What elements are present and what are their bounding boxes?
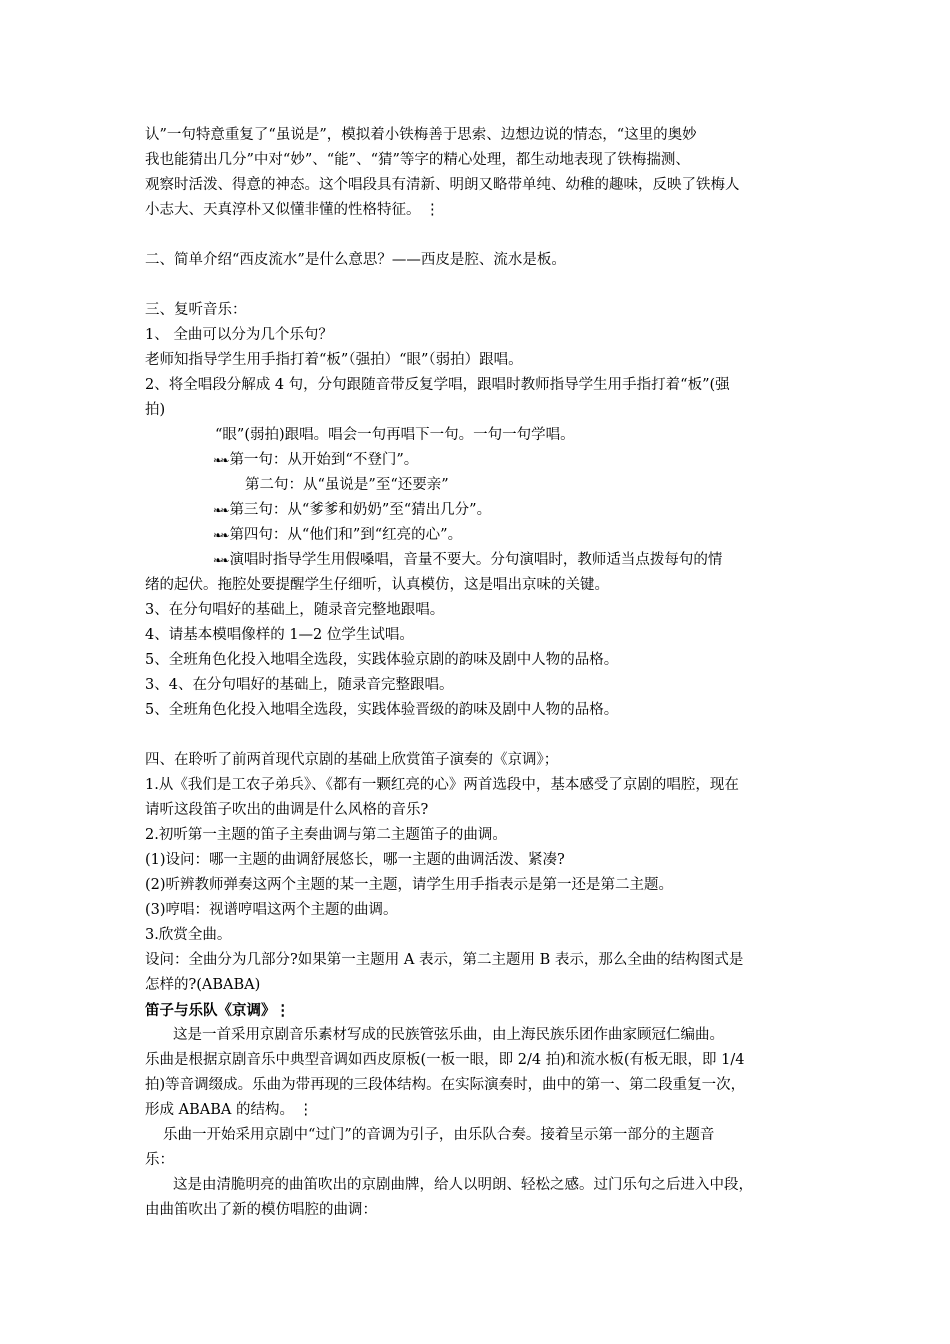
document-body [145, 123, 810, 1223]
section-4-question-cont: 怎样的?(ABABA) [145, 977, 261, 993]
sentence-5-text: 演唱时指导学生用假嗓唱，音量不要大。分句演唱时，教师适当点拨每句的情 [229, 552, 723, 568]
fleuron-bullet-icon: ❧❧ [213, 529, 228, 542]
sentence-2: 第二句：从“虽说是”至“还要亲” [245, 477, 449, 493]
section-4-point-1-cont: 请听这段笛子吹出的曲调是什么风格的音乐? [145, 802, 429, 818]
intro-line: 我也能猜出几分”中对“妙”、“能”、“猜”等字的精心处理，都生动地表现了铁梅揣测、 [145, 152, 690, 168]
paragraph-line: 乐： [145, 1152, 174, 1168]
paragraph-line: 由曲笛吹出了新的模仿唱腔的曲调： [145, 1202, 377, 1218]
paragraph-line: 这是一首采用京剧音乐素材写成的民族管弦乐曲，由上海民族乐团作曲家顾冠仁编曲。 [173, 1027, 724, 1043]
list-item: 5、全班角色化投入地唱全选段，实践体验京剧的韵味及剧中人物的品格。 [145, 652, 619, 668]
list-item: 4、请基本模唱像样的 1—2 位学生试唱。 [145, 627, 414, 643]
paragraph-line: 乐曲是根据京剧音乐中典型音调如西皮原板(一板一眼，即 2/4 拍)和流水板(有板无眼，即 1/4 [145, 1052, 745, 1068]
fleuron-bullet-icon: ❧❧ [213, 504, 228, 517]
section-4-point-2: 2.初听第一主题的笛子主奏曲调与第二主题笛子的曲调。 [145, 827, 507, 843]
list-item: 5、全班角色化投入地唱全选段，实践体验晋级的韵味及剧中人物的品格。 [145, 702, 619, 718]
fleuron-bullet-icon: ❧❧ [213, 554, 228, 567]
section-3-question-2-cont: “眼”(弱拍)跟唱。唱会一句再唱下一句。一句一句学唱。 [215, 427, 575, 443]
blank-line [145, 273, 810, 298]
intro-line: 小志大、天真淳朴又似懂非懂的性格特征。 ⋮ [145, 202, 440, 218]
sentence-5-cont: 绪的起伏。拖腔处要提醒学生仔细听，认真模仿，这是唱出京味的关键。 [145, 577, 609, 593]
sentence-4 [145, 523, 810, 548]
section-4-question: 设问：全曲分为几部分?如果第一主题用 A 表示，第二主题用 B 表示，那么全曲的结构图式是 [145, 952, 744, 968]
sentence-3 [145, 498, 810, 523]
intro-line: 观察时活泼、得意的神态。这个唱段具有清新、明朗又略带单纯、幼稚的趣味，反映了铁梅人 [145, 177, 740, 193]
paragraph-line: 拍)等音调缀成。乐曲为带再现的三段体结构。在实际演奏时，曲中的第一、第二段重复一次， [145, 1077, 746, 1093]
section-4-point-3: 3.欣赏全曲。 [145, 927, 232, 943]
section-3-heading: 三、复听音乐： [145, 302, 247, 318]
list-item: 3、4、在分句唱好的基础上，随录音完整跟唱。 [145, 677, 454, 693]
sentence-3-text: 第三句：从“爹爹和奶奶”至“猜出几分”。 [229, 502, 492, 518]
section-3-question-2: 2、将全唱段分解成 4 句，分句跟随音带反复学唱，跟唱时教师指导学生用手指打着“板”(强 [145, 377, 730, 393]
section-4-heading: 四、在聆听了前两首现代京剧的基础上欣赏笛子演奏的《京调》； [145, 752, 559, 768]
section-4-point-2-sub: (2)听辨教师弹奏这两个主题的某一主题，请学生用手指表示是第一还是第二主题。 [145, 877, 674, 893]
intro-line: 认”一句特意重复了“虽说是”，模拟着小铁梅善于思索、边想边说的情态，“这里的奥妙 [145, 127, 697, 143]
paragraph-line: 乐曲一开始采用京剧中“过门”的音调为引子，由乐队合奏。接着呈示第一部分的主题音 [163, 1127, 715, 1143]
section-3-question-1: 1、 全曲可以分为几个乐句？ [145, 327, 333, 343]
section-3-question-2-cont: 拍) [145, 402, 166, 418]
blank-line [145, 223, 810, 248]
list-item: 3、在分句唱好的基础上，随录音完整地跟唱。 [145, 602, 445, 618]
section-2-heading: 二、简单介绍“西皮流水”是什么意思？——西皮是腔、流水是板。 [145, 252, 566, 268]
sentence-1 [145, 448, 810, 473]
sentence-5 [145, 548, 810, 573]
section-4-point-2-sub: (3)哼唱：视谱哼唱这两个主题的曲调。 [145, 902, 398, 918]
sentence-4-text: 第四句：从“他们和”到“红亮的心”。 [229, 527, 463, 543]
piece-heading: 笛子与乐队《京调》⋮ [145, 1002, 290, 1019]
fleuron-bullet-icon: ❧❧ [213, 454, 228, 467]
sentence-1-text: 第一句：从开始到“不登门”。 [229, 452, 419, 468]
paragraph-line: 这是由清脆明亮的曲笛吹出的京剧曲牌，给人以明朗、轻松之感。过门乐句之后进入中段， [173, 1177, 753, 1193]
section-3-question-1-note: 老师知指导学生用手指打着“板”（强拍）“眼”（弱拍）跟唱。 [145, 352, 523, 368]
blank-line [145, 723, 810, 748]
section-4-point-2-sub: (1)设问：哪一主题的曲调舒展悠长，哪一主题的曲调活泼、紧凑? [145, 852, 565, 868]
paragraph-line: 形成 ABABA 的结构。 ⋮ [145, 1102, 314, 1118]
section-4-point-1: 1.从《我们是工农子弟兵》、《都有一颗红亮的心》两首选段中，基本感受了京剧的唱腔，现在 [145, 777, 739, 793]
